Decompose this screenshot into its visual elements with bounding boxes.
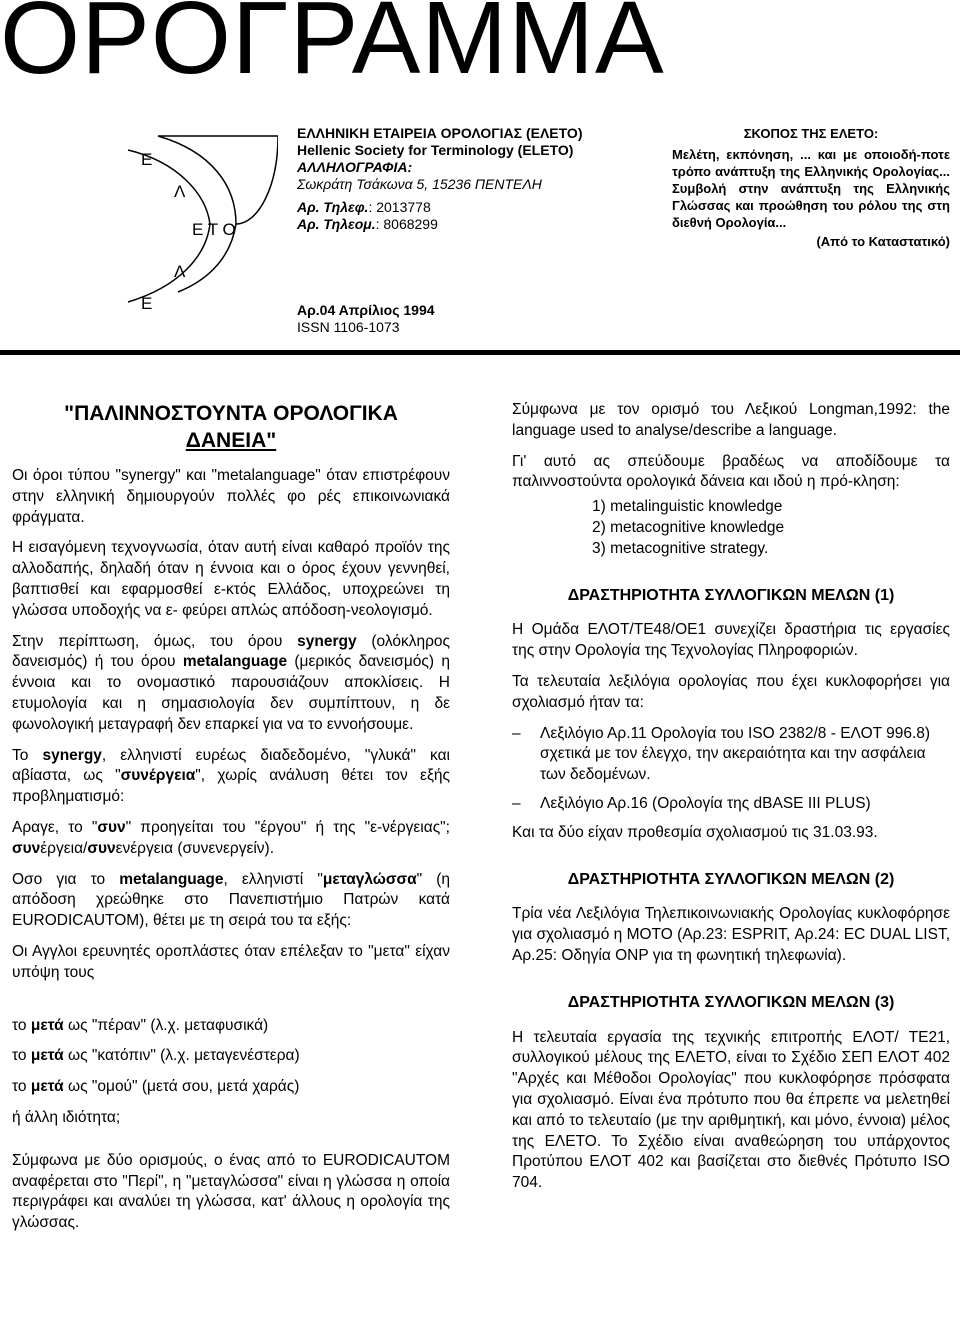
list-item: 2) metacognitive knowledge bbox=[592, 518, 785, 536]
purpose-heading: ΣΚΟΠΟΣ ΤΗΣ ΕΛΕΤΟ: bbox=[743, 126, 879, 141]
section-heading: ΔΡΑΣΤΗΡΙΟΤΗΤΑ ΣΥΛΛΟΓΙΚΩΝ ΜΕΛΩΝ (1) bbox=[567, 586, 895, 604]
paragraph: Και τα δύο είχαν προθεσμία σχολιασμού τις 31.03.93. bbox=[512, 823, 878, 841]
meta-item: το μετά ως "κατόπιν" (λ.χ. μεταγενέστερα) bbox=[12, 1047, 300, 1065]
paragraph: Η Ομάδα ΕΛΟΤ/ΤΕ48/ΟΕ1 συνεχίζει δραστήρια τις εργασίες της στην Ορολογία της Τεχνολογίας Πληροφοριών. bbox=[512, 621, 950, 660]
right-column bbox=[512, 400, 950, 1204]
secretariat-label: ΑΛΛΗΛΟΓΡΑΦΙΑ: bbox=[297, 159, 413, 175]
page-title: ΟΡΟΓΡΑΜΜΑ bbox=[0, 0, 665, 95]
left-column bbox=[12, 400, 450, 1244]
paragraph: Η τελευταία εργασία της τεχνικής επιτροπής ΕΛΟΤ/ ΤΕ21, συλλογικού μέλους της ΕΛΕΤΟ, είναι το Σχέδιο ΣΕΠ ΕΛΟΤ 402 "Αρχές και Μέθοδοι Ορολογίας" που κυκλοφόρησε πρόσφατα για σχολιασμό. Είναι ένα πρότυπο που θα έπρεπε να μελετηθεί και από το τελευταίο (με την αριθμητική, και μόνο, έννοια) μέλος της ΕΛΕΤΟ. Το Σχέδιο είναι αναθεώρηση του υπάρχοντος Προτύπου ΕΛΟΤ 402 και βασίζεται στο διεθνές Πρότυπο ISO 704. bbox=[512, 1028, 950, 1192]
article-heading bbox=[12, 400, 450, 454]
purpose-box bbox=[672, 125, 950, 250]
list-item: 3) metacognitive strategy. bbox=[592, 539, 769, 557]
logo-letter: Λ bbox=[174, 182, 186, 201]
meta-item: το μετά ως "ομού" (μετά σου, μετά χαράς) bbox=[12, 1078, 300, 1096]
article-heading-line1: "ΠΑΛΙΝΝΟΣΤΟΥΝΤΑ ΟΡΟΛΟΓΙΚΑ bbox=[64, 402, 398, 425]
logo-letter: Λ bbox=[174, 262, 186, 281]
dash-list bbox=[512, 724, 950, 815]
phone-number: : 2013778 bbox=[368, 199, 431, 215]
issue-info bbox=[297, 302, 435, 336]
meta-item: ή άλλη ιδιότητα; bbox=[12, 1108, 121, 1126]
org-name-el: ΕΛΛΗΝΙΚΗ ΕΤΑΙΡΕΙΑ ΟΡΟΛΟΓΙΑΣ (ΕΛΕΤΟ) bbox=[297, 125, 583, 141]
paragraph: Τρία νέα Λεξιλόγια Τηλεπικοινωνιακής Ορολογίας κυκλοφόρησε για σχολιασμό η ΜΟΤΟ (Αρ.23: ESPRIT, Αρ.24: EC DUAL LIST, Αρ.25: Οδηγία ONP για τη φωνητική τηλεφωνία). bbox=[512, 905, 951, 964]
paragraph: Οι όροι τύπου "synergy" και "metalanguage" όταν επιστρέφουν στην ελληνική δημιουργούν πολλές φο ρές επικοινωνιακά φράγματα. bbox=[12, 467, 450, 526]
header-divider bbox=[0, 350, 960, 355]
paragraph: Σύμφωνα με τον ορισμό του Λεξικού Longman,1992: the language used to analyse/describe a language. bbox=[512, 401, 950, 439]
paragraph: Η εισαγόμενη τεχνογνωσία, όταν αυτή είναι καθαρό προϊόν της αλλοδαπής, δηλαδή όταν η έννοια και ο όρος έχουν γεννηθεί, βαπτισθεί και εφαρμοσθεί ε-κτός Ελλάδος, υποχρεώνει τη γλώσσα υποδοχής να ε- φεύρει απλώς απόδοση-νεολογισμό. bbox=[12, 539, 450, 619]
issue-number: Αρ.04 Απρίλιος 1994 bbox=[297, 302, 435, 318]
meta-item: το μετά ως "πέραν" (λ.χ. μεταφυσικά) bbox=[12, 1016, 269, 1034]
numbered-list bbox=[512, 497, 950, 559]
section-heading: ΔΡΑΣΤΗΡΙΟΤΗΤΑ ΣΥΛΛΟΓΙΚΩΝ ΜΕΛΩΝ (3) bbox=[567, 993, 895, 1011]
fax-number: : 8068299 bbox=[375, 216, 438, 232]
paragraph: Αραγε, το "συν" προηγείται του "έργου" ή της "ε-νέργειας"; συνέργεια/συνενέργεια (συνενεργείν). bbox=[12, 818, 450, 857]
paragraph: Στην περίπτωση, όμως, του όρου synergy (ολόκληρος δανεισμός) ή του όρου metalanguage (μερικός δανεισμός) η έννοια και το ονομαστικό παρουσιάζουν αποκλίσεις. Η ετυμολογία και η σημασιολογία δεν συμπίπτουν, η δε φωνολογική μεταγραφή δεν επαρκεί για να το εννοήσουμε. bbox=[12, 632, 450, 733]
list-item: – Λεξιλόγιο Αρ.16 (Ορολογία της dBASE III PLUS) bbox=[512, 794, 871, 812]
paragraph: Οσο για το metalanguage, ελληνιστί "μεταγλώσσα" (η απόδοση χρεώθηκε στο Πανεπιστήμιο Πατρών κατά EURODICAUTOM), θέτει με τη σειρά του τα εξής: bbox=[12, 870, 451, 930]
org-info bbox=[297, 125, 627, 233]
phone-line bbox=[297, 199, 627, 216]
issn: ISSN 1106-1073 bbox=[297, 319, 400, 335]
list-item: 1) metalinguistic knowledge bbox=[592, 498, 783, 516]
logo-letter: Ε bbox=[141, 294, 153, 313]
section-heading: ΔΡΑΣΤΗΡΙΟΤΗΤΑ ΣΥΛΛΟΓΙΚΩΝ ΜΕΛΩΝ (2) bbox=[567, 870, 895, 888]
article-heading-line2: ΔΑΝΕΙΑ" bbox=[185, 429, 277, 452]
org-name-en: Hellenic Society for Terminology (ELETO) bbox=[297, 142, 574, 158]
fax-label: Αρ. Τηλεομ. bbox=[297, 216, 376, 232]
paragraph: Το synergy, ελληνιστί ευρέως διαδεδομένο, "γλυκά" και αβίαστα, ως "συνέργεια", χωρίς ανάλυση θέτει τον εξής προβληματισμό: bbox=[12, 746, 450, 806]
paragraph: Οι Αγγλοι ερευνητές οροπλάστες όταν επέλεξαν το "μετα" είχαν υπόψη τους bbox=[12, 942, 450, 981]
fax-line bbox=[297, 216, 627, 233]
purpose-text: Μελέτη, εκπόνηση, ... και με οποιοδή-ποτε τρόπο ανάπτυξη της Ελληνικής Ορολογίας... Συμβολή στην ανάπτυξη της Ελληνικής Γλώσσας και προώθηση του ρόλου της στη διεθνή Ορολογία... bbox=[672, 147, 950, 230]
logo-letter: Ε bbox=[141, 150, 153, 169]
purpose-source: (Από το Καταστατικό) bbox=[816, 234, 950, 249]
phone-label: Αρ. Τηλεφ. bbox=[297, 199, 369, 215]
paragraph: Τα τελευταία λεξιλόγια ορολογίας που έχει κυκλοφορήσει για σχολιασμό ήταν τα: bbox=[512, 672, 950, 711]
logo-letter: Ε Τ Ο bbox=[192, 220, 236, 239]
paragraph: Σύμφωνα με δύο ορισμούς, ο ένας από το EURODICAUTOM αναφέρεται στο "Περί", η "μεταγλώσσα" είναι η γλώσσα η οποία περιγράφει και αναλύει τη γλώσσα, κατ' άλλους η ορολογία της γλώσσας. bbox=[12, 1151, 450, 1232]
org-address: Σωκράτη Τσάκωνα 5, 15236 ΠΕΝΤΕΛΗ bbox=[297, 176, 542, 192]
eleto-logo bbox=[118, 132, 278, 312]
list-item: – Λεξιλόγιο Αρ.11 Ορολογία του ISO 2382/8 - ΕΛΟΤ 996.8) σχετικά με τον έλεγχο, την ακεραιότητα και την ασφάλεια των δεδομένων. bbox=[512, 724, 931, 784]
paragraph: Γι' αυτό ας σπεύδουμε βραδέως να αποδίδουμε τα παλιννοστούντα ορολογικά δάνεια και ιδού η πρό-κληση: bbox=[512, 452, 950, 491]
